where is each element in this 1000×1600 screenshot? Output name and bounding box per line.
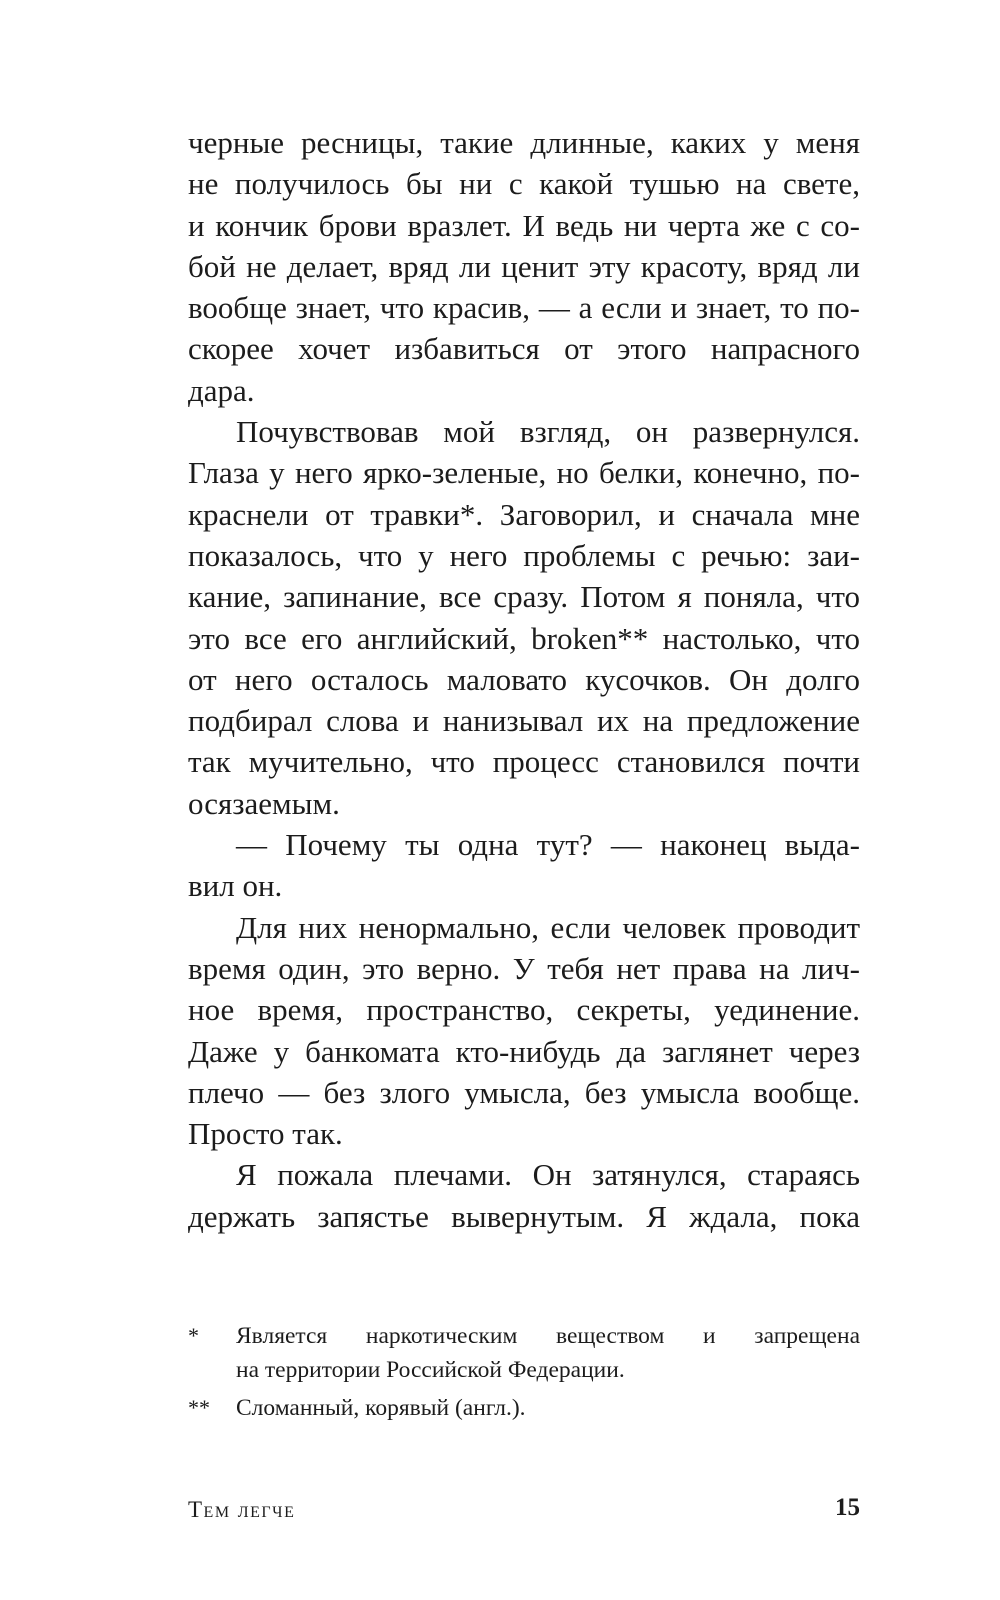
text-line: Глаза у него ярко-зеленые, но белки, конечно, по- bbox=[188, 455, 860, 491]
text-line: краснели от травки*. Заговорил, и сначала мне bbox=[188, 496, 860, 532]
footnote bbox=[188, 1391, 860, 1425]
text-line: так мучительно, что процесс становился почти bbox=[188, 744, 860, 780]
text-line: кание, запинание, все сразу. Потом я поняла, что bbox=[188, 579, 860, 615]
footnote-mark: * bbox=[188, 1323, 199, 1348]
footnote-line: на территории Российской Федерации. bbox=[236, 1357, 625, 1383]
text-line: держать запястье вывернутым. Я ждала, пока bbox=[188, 1198, 860, 1234]
text-line: вил он. bbox=[188, 868, 283, 904]
footnote-text bbox=[236, 1319, 860, 1387]
footnotes bbox=[188, 1319, 860, 1425]
text-line: бой не делает, вряд ли ценит эту красоту, вряд ли bbox=[188, 248, 860, 284]
text-line: время один, это верно. У тебя нет права на лич- bbox=[188, 950, 860, 986]
text-line: ное время, пространство, секреты, уединение. bbox=[188, 992, 860, 1028]
text-line: показалось, что у него проблемы с речью: заи- bbox=[188, 537, 860, 573]
text-line: от него осталось маловато кусочков. Он долго bbox=[188, 661, 860, 697]
footnote bbox=[188, 1319, 860, 1387]
text-line: черные ресницы, такие длинные, каких у меня bbox=[188, 125, 860, 160]
text-line: дара. bbox=[188, 372, 255, 408]
text-line: не получилось бы ни с какой тушью на свете, bbox=[188, 166, 860, 202]
text-line: Почувствовав мой взгляд, он развернулся. bbox=[236, 414, 860, 450]
text-line: осязаемым. bbox=[188, 785, 340, 821]
text-line: Просто так. bbox=[188, 1116, 343, 1152]
text-line: Для них ненормально, если человек проводит bbox=[236, 909, 860, 945]
body-text bbox=[188, 122, 860, 1237]
footnote-text bbox=[236, 1391, 860, 1425]
text-line: это все его английский, broken** настолько, что bbox=[188, 620, 860, 656]
footnote-line: Сломанный, корявый (англ.). bbox=[236, 1395, 526, 1421]
text-line: плечо — без злого умысла, без умысла вообще. bbox=[188, 1074, 860, 1110]
footnote-line: Является наркотическим веществом и запрещена bbox=[236, 1323, 860, 1349]
text-line: — Почему ты одна тут? — наконец выда- bbox=[236, 827, 860, 863]
text-line: Даже у банкомата кто-нибудь да заглянет через bbox=[188, 1033, 860, 1069]
text-line: и кончик брови вразлет. И ведь ни черта же с со- bbox=[188, 207, 860, 243]
text-line: скорее хочет избавиться от этого напрасного bbox=[188, 331, 860, 367]
footnote-mark: ** bbox=[188, 1395, 210, 1420]
page-number: 15 bbox=[835, 1494, 860, 1521]
text-line: подбирал слова и нанизывал их на предложение bbox=[188, 703, 860, 739]
running-title: Тем легче bbox=[188, 1497, 296, 1522]
text-line: Я пожала плечами. Он затянулся, стараясь bbox=[236, 1157, 860, 1193]
text-line: вообще знает, что красив, — а если и знает, то по- bbox=[188, 290, 860, 326]
